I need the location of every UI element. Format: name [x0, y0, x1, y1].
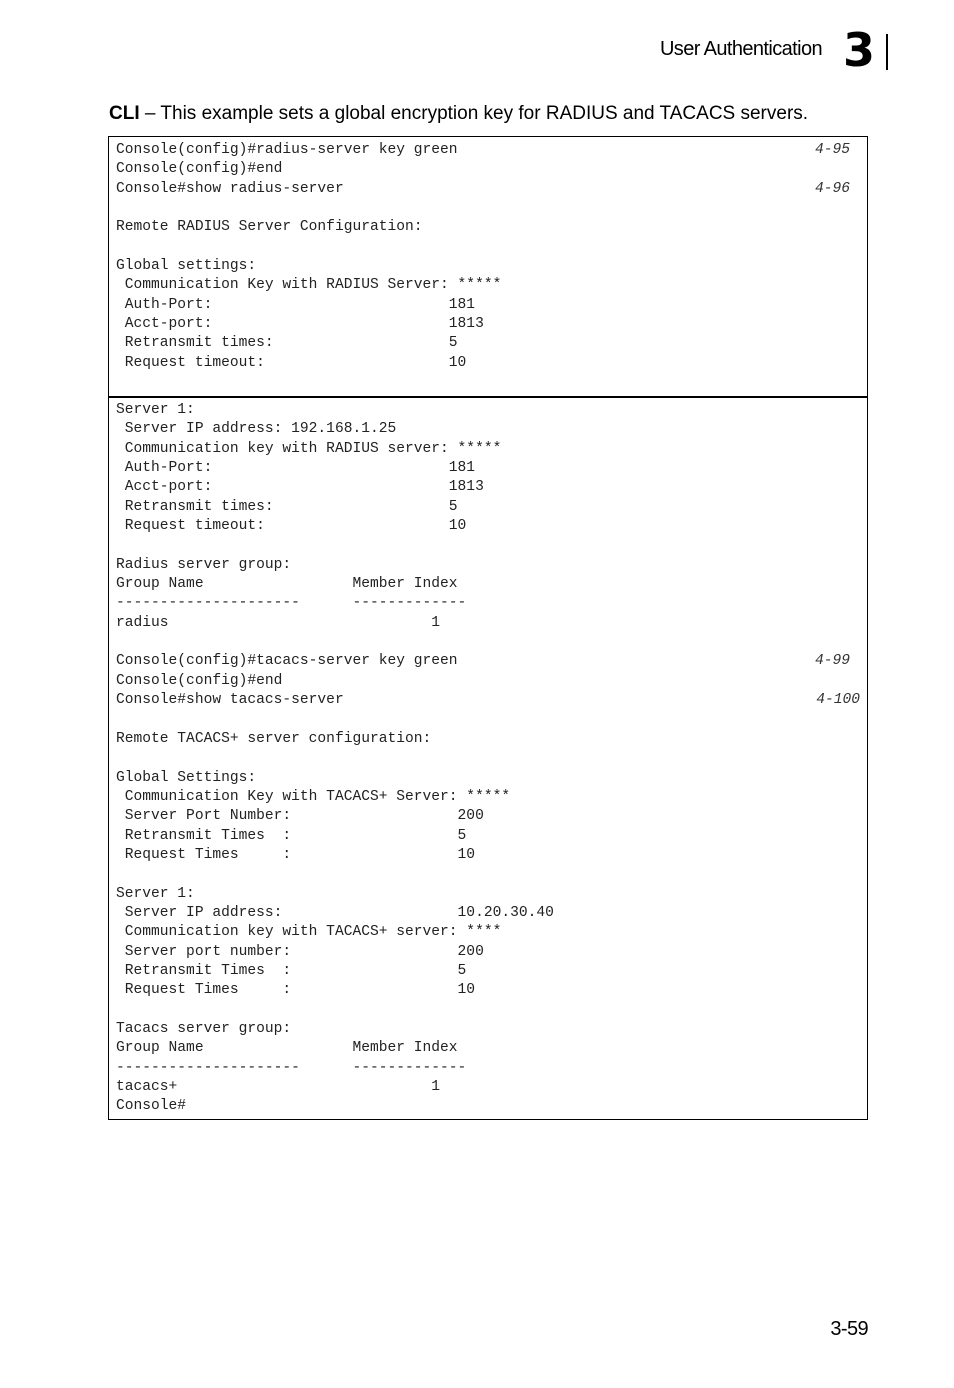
- cli-line-text: Remote TACACS+ server configuration:: [116, 730, 432, 747]
- cli-line-text: Communication Key with TACACS+ Server: *****: [116, 788, 511, 805]
- cli-line-text: --------------------- -------------: [116, 595, 467, 612]
- cli-line: [116, 517, 860, 536]
- cli-line-text: Auth-Port: 181: [116, 296, 476, 313]
- cli-line-text: Auth-Port: 181: [116, 460, 476, 477]
- cli-example-box-2: [108, 396, 868, 1120]
- cli-line: [116, 218, 860, 237]
- cli-line-text: Retransmit Times : 5: [116, 827, 467, 844]
- cli-line-text: Group Name Member Index: [116, 576, 458, 593]
- cli-line: [116, 594, 860, 613]
- cli-line: [116, 885, 860, 904]
- cli-line: [116, 160, 860, 179]
- cli-line: [116, 1097, 860, 1116]
- cli-line-text: Global Settings:: [116, 769, 257, 786]
- cli-line-text: Global settings:: [116, 258, 257, 275]
- command-page-reference: 4-99: [814, 653, 850, 670]
- cli-line-text: Radius server group:: [116, 556, 292, 573]
- cli-line: [116, 257, 860, 276]
- chapter-number: 3: [843, 23, 876, 77]
- cli-line: [116, 652, 860, 671]
- cli-line: [116, 749, 860, 768]
- cli-line: [116, 827, 860, 846]
- cli-line: [116, 1001, 860, 1020]
- cli-line-text: Console(config)#end: [116, 161, 283, 178]
- cli-line-text: Console#show radius-server: [116, 180, 344, 197]
- intro-text: – This example sets a global encryption key for RADIUS and TACACS servers.: [139, 103, 809, 124]
- cli-line-text: Server 1:: [116, 402, 195, 418]
- cli-line-text: Console#: [116, 1098, 187, 1115]
- cli-line: [116, 865, 860, 884]
- cli-line: [116, 691, 860, 710]
- cli-line: [116, 904, 860, 923]
- cli-line-text: Console(config)#end: [116, 672, 283, 689]
- cli-line-text: tacacs+ 1: [116, 1079, 441, 1096]
- cli-line: [116, 923, 860, 942]
- cli-line: [116, 238, 860, 257]
- cli-line: [116, 141, 860, 160]
- cli-line-text: Request timeout: 10: [116, 518, 467, 535]
- intro-label: CLI: [109, 103, 140, 124]
- cli-line-text: Remote RADIUS Server Configuration:: [116, 219, 423, 236]
- cli-line: [116, 1039, 860, 1058]
- cli-line-text: Communication Key with RADIUS Server: *****: [116, 277, 502, 294]
- cli-line-text: Tacacs server group:: [116, 1021, 292, 1037]
- cli-example-box-1: [108, 136, 868, 398]
- cli-line: [116, 440, 860, 459]
- cli-line-text: Server IP address: 192.168.1.25: [116, 421, 397, 438]
- cli-line-text: Console(config)#tacacs-server key green: [116, 653, 458, 670]
- cli-line: [116, 981, 860, 1000]
- cli-line-text: Console#show tacacs-server: [116, 692, 344, 709]
- cli-line: [116, 315, 860, 334]
- cli-line: [116, 1059, 860, 1078]
- cli-line-text: Retransmit times: 5: [116, 335, 458, 352]
- cli-line-text: Server IP address: 10.20.30.40: [116, 904, 554, 921]
- cli-line-text: Console(config)#radius-server key green: [116, 142, 458, 158]
- cli-line-text: Acct-port: 1813: [116, 479, 484, 496]
- cli-line-text: Communication key with TACACS+ server: ****: [116, 924, 502, 941]
- chapter-divider: [886, 34, 888, 70]
- command-page-reference: 4-95: [814, 142, 850, 158]
- cli-line: [116, 401, 860, 420]
- cli-line: [116, 536, 860, 555]
- cli-line: [116, 478, 860, 497]
- cli-line-text: radius 1: [116, 614, 441, 631]
- cli-line: [116, 962, 860, 981]
- cli-line: [116, 788, 860, 807]
- intro-paragraph: [109, 103, 889, 125]
- cli-line-text: Communication key with RADIUS server: *****: [116, 440, 502, 457]
- cli-line: [116, 459, 860, 478]
- cli-line: [116, 276, 860, 295]
- command-page-reference: 4-96: [814, 180, 850, 197]
- cli-line-text: Request Times : 10: [116, 982, 476, 999]
- cli-line: [116, 354, 860, 373]
- cli-line-text: Acct-port: 1813: [116, 316, 484, 333]
- cli-line-text: Group Name Member Index: [116, 1040, 458, 1057]
- cli-line: [116, 769, 860, 788]
- cli-line: [116, 614, 860, 633]
- cli-line: [116, 199, 860, 218]
- cli-line-text: Server Port Number: 200: [116, 808, 484, 825]
- cli-line: [116, 943, 860, 962]
- cli-line: [116, 846, 860, 865]
- cli-line: [116, 420, 860, 439]
- cli-line: [116, 575, 860, 594]
- command-page-reference: 4-100: [816, 692, 860, 709]
- cli-line: [116, 498, 860, 517]
- cli-line: [116, 672, 860, 691]
- cli-lines: [116, 401, 860, 1117]
- cli-line: [116, 633, 860, 652]
- running-header-title: User Authentication: [659, 38, 822, 60]
- cli-line: [116, 711, 860, 730]
- cli-line: [116, 1078, 860, 1097]
- cli-line: [116, 296, 860, 315]
- cli-line: [116, 180, 860, 199]
- cli-line-text: Retransmit times: 5: [116, 498, 458, 515]
- cli-line: [116, 1020, 860, 1039]
- cli-line: [116, 807, 860, 826]
- cli-line-text: Server port number: 200: [116, 943, 484, 960]
- cli-line: [116, 334, 860, 353]
- cli-line-text: Request timeout: 10: [116, 354, 467, 371]
- cli-line: [116, 730, 860, 749]
- cli-lines: [116, 141, 860, 373]
- cli-line-text: Server 1:: [116, 885, 195, 902]
- cli-line-text: Retransmit Times : 5: [116, 962, 467, 979]
- cli-line-text: Request Times : 10: [116, 846, 476, 863]
- cli-line-text: --------------------- -------------: [116, 1059, 467, 1076]
- cli-line: [116, 556, 860, 575]
- page-number: 3-59: [830, 1318, 868, 1340]
